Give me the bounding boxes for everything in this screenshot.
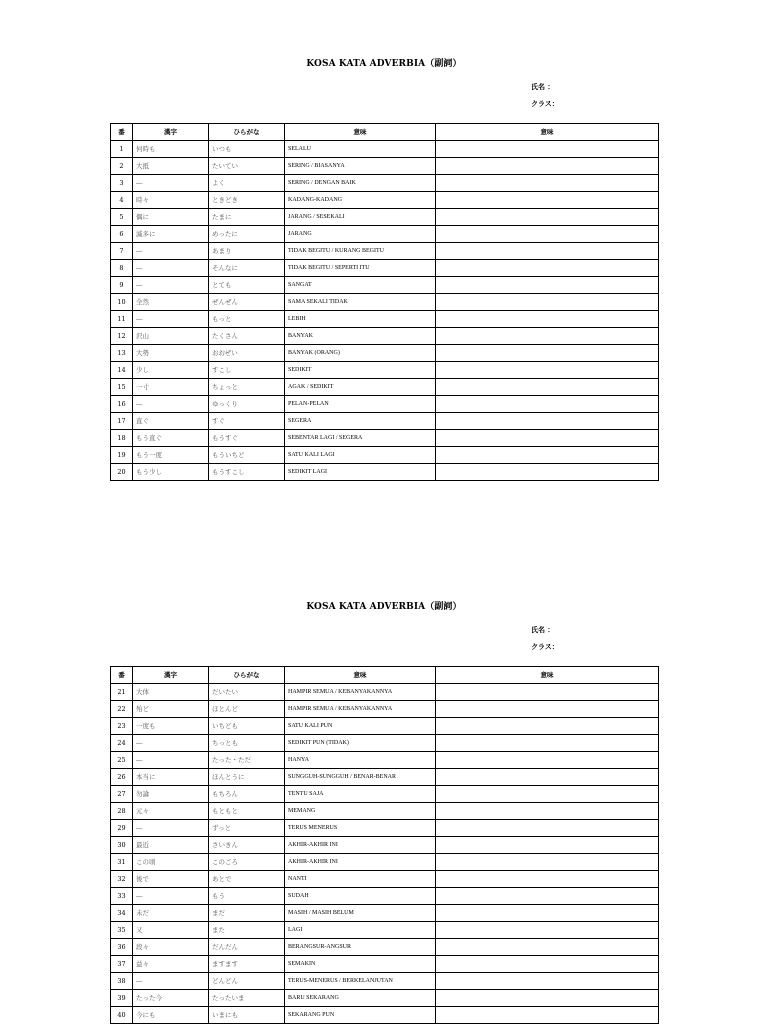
- row-number: 32: [111, 871, 133, 888]
- row-meaning: TIDAK BEGITU / KURANG BEGITU: [285, 243, 436, 260]
- table-row: [111, 141, 659, 158]
- row-number: 34: [111, 905, 133, 922]
- row-notes-blank: [436, 294, 659, 311]
- row-kanji: 元々: [133, 803, 209, 820]
- row-meaning: SERING / BIASANYA: [285, 158, 436, 175]
- table-row: [111, 990, 659, 1007]
- table-row: [111, 226, 659, 243]
- row-kanji: 直ぐ: [133, 413, 209, 430]
- row-number: 38: [111, 973, 133, 990]
- row-notes-blank: [436, 718, 659, 735]
- table-row: [111, 209, 659, 226]
- row-number: 6: [111, 226, 133, 243]
- row-meaning: SATU KALI LAGI: [285, 447, 436, 464]
- row-hiragana: もっと: [209, 311, 285, 328]
- table-row: [111, 379, 659, 396]
- row-meaning: AGAK / SEDIKIT: [285, 379, 436, 396]
- table-row: [111, 905, 659, 922]
- worksheet-title: KOSA KATA ADVERBIA（副詞）: [306, 602, 462, 612]
- table-row: [111, 396, 659, 413]
- row-kanji: 全然: [133, 294, 209, 311]
- row-hiragana: さいきん: [209, 837, 285, 854]
- row-meaning: SEDIKIT LAGI: [285, 464, 436, 481]
- row-notes-blank: [436, 430, 659, 447]
- row-meaning: AKHIR-AKHIR INI: [285, 837, 436, 854]
- row-meaning: KADANG-KADANG: [285, 192, 436, 209]
- row-kanji: ―: [133, 888, 209, 905]
- row-notes-blank: [436, 871, 659, 888]
- table-row: [111, 362, 659, 379]
- row-kanji: 益々: [133, 956, 209, 973]
- table-row: [111, 311, 659, 328]
- row-hiragana: たったいま: [209, 990, 285, 1007]
- row-number: 25: [111, 752, 133, 769]
- row-kanji: 大抵: [133, 158, 209, 175]
- row-notes-blank: [436, 956, 659, 973]
- row-notes-blank: [436, 396, 659, 413]
- row-kanji: ―: [133, 735, 209, 752]
- row-meaning: SAMA SEKALI TIDAK: [285, 294, 436, 311]
- table-row: [111, 260, 659, 277]
- row-meaning: BARU SEKARANG: [285, 990, 436, 1007]
- row-number: 8: [111, 260, 133, 277]
- table-row: [111, 684, 659, 701]
- row-number: 40: [111, 1007, 133, 1024]
- row-hiragana: もうすこし: [209, 464, 285, 481]
- row-notes-blank: [436, 701, 659, 718]
- row-notes-blank: [436, 973, 659, 990]
- row-number: 37: [111, 956, 133, 973]
- row-meaning: JARANG / SESEKALI: [285, 209, 436, 226]
- row-notes-blank: [436, 769, 659, 786]
- row-hiragana: たった・ただ: [209, 752, 285, 769]
- row-notes-blank: [436, 379, 659, 396]
- row-kanji: 勿論: [133, 786, 209, 803]
- row-notes-blank: [436, 905, 659, 922]
- row-kanji: ―: [133, 820, 209, 837]
- row-notes-blank: [436, 820, 659, 837]
- row-notes-blank: [436, 141, 659, 158]
- row-number: 35: [111, 922, 133, 939]
- row-hiragana: だんだん: [209, 939, 285, 956]
- row-kanji: 本当に: [133, 769, 209, 786]
- row-notes-blank: [436, 854, 659, 871]
- row-notes-blank: [436, 922, 659, 939]
- table-row: [111, 328, 659, 345]
- row-kanji: 時々: [133, 192, 209, 209]
- row-kanji: ―: [133, 973, 209, 990]
- row-notes-blank: [436, 464, 659, 481]
- row-meaning: JARANG: [285, 226, 436, 243]
- table-row: [111, 345, 659, 362]
- row-meaning: BANYAK: [285, 328, 436, 345]
- row-hiragana: また: [209, 922, 285, 939]
- row-hiragana: ずっと: [209, 820, 285, 837]
- table-row: [111, 769, 659, 786]
- row-hiragana: いちども: [209, 718, 285, 735]
- row-hiragana: おおぜい: [209, 345, 285, 362]
- row-hiragana: そんなに: [209, 260, 285, 277]
- row-number: 1: [111, 141, 133, 158]
- table-row: [111, 413, 659, 430]
- row-number: 30: [111, 837, 133, 854]
- row-hiragana: ゆっくり: [209, 396, 285, 413]
- row-notes-blank: [436, 684, 659, 701]
- table-header-row: [111, 124, 659, 141]
- row-hiragana: ちっとも: [209, 735, 285, 752]
- row-hiragana: どんどん: [209, 973, 285, 990]
- row-kanji: この頃: [133, 854, 209, 871]
- table-row: [111, 752, 659, 769]
- row-hiragana: あとで: [209, 871, 285, 888]
- row-number: 15: [111, 379, 133, 396]
- row-meaning: PELAN-PELAN: [285, 396, 436, 413]
- row-meaning: TERUS MENERUS: [285, 820, 436, 837]
- row-kanji: たった今: [133, 990, 209, 1007]
- row-meaning: TENTU SAJA: [285, 786, 436, 803]
- row-number: 29: [111, 820, 133, 837]
- table-row: [111, 735, 659, 752]
- row-number: 2: [111, 158, 133, 175]
- header-meaning: 意味: [285, 667, 436, 684]
- row-meaning: BERANGSUR-ANGSUR: [285, 939, 436, 956]
- header-kanji: 漢字: [133, 124, 209, 141]
- row-kanji: 段々: [133, 939, 209, 956]
- row-notes-blank: [436, 226, 659, 243]
- row-meaning: SATU KALI PUN: [285, 718, 436, 735]
- row-meaning: SEDIKIT PUN (TIDAK): [285, 735, 436, 752]
- row-number: 9: [111, 277, 133, 294]
- row-kanji: 滅多に: [133, 226, 209, 243]
- row-hiragana: もちろん: [209, 786, 285, 803]
- table-row: [111, 175, 659, 192]
- row-kanji: 又: [133, 922, 209, 939]
- row-number: 14: [111, 362, 133, 379]
- row-notes-blank: [436, 803, 659, 820]
- row-number: 28: [111, 803, 133, 820]
- row-hiragana: よく: [209, 175, 285, 192]
- row-meaning: SEMAKIN: [285, 956, 436, 973]
- row-hiragana: もともと: [209, 803, 285, 820]
- row-notes-blank: [436, 311, 659, 328]
- table-row: [111, 430, 659, 447]
- row-notes-blank: [436, 990, 659, 1007]
- table-row: [111, 192, 659, 209]
- row-number: 24: [111, 735, 133, 752]
- table-row: [111, 464, 659, 481]
- table-row: [111, 243, 659, 260]
- row-kanji: 少し: [133, 362, 209, 379]
- table-row: [111, 888, 659, 905]
- header-meaning: 意味: [285, 124, 436, 141]
- row-hiragana: だいたい: [209, 684, 285, 701]
- row-notes-blank: [436, 192, 659, 209]
- row-hiragana: めったに: [209, 226, 285, 243]
- table-row: [111, 447, 659, 464]
- row-notes-blank: [436, 1007, 659, 1024]
- row-kanji: もう直ぐ: [133, 430, 209, 447]
- row-notes-blank: [436, 260, 659, 277]
- table-row: [111, 277, 659, 294]
- row-number: 10: [111, 294, 133, 311]
- row-notes-blank: [436, 243, 659, 260]
- row-hiragana: たいてい: [209, 158, 285, 175]
- row-number: 39: [111, 990, 133, 1007]
- row-kanji: ―: [133, 243, 209, 260]
- row-meaning: AKHIR-AKHIR INI: [285, 854, 436, 871]
- header-kanji: 漢字: [133, 667, 209, 684]
- row-number: 17: [111, 413, 133, 430]
- row-notes-blank: [436, 447, 659, 464]
- row-number: 20: [111, 464, 133, 481]
- row-hiragana: たくさん: [209, 328, 285, 345]
- row-hiragana: ちょっと: [209, 379, 285, 396]
- header-hiragana: ひらがな: [209, 667, 285, 684]
- row-meaning: BANYAK (ORANG): [285, 345, 436, 362]
- row-hiragana: もうすぐ: [209, 430, 285, 447]
- row-hiragana: ぜんぜん: [209, 294, 285, 311]
- row-kanji: ―: [133, 752, 209, 769]
- table-header-row: [111, 667, 659, 684]
- row-number: 3: [111, 175, 133, 192]
- row-kanji: もう一度: [133, 447, 209, 464]
- row-notes-blank: [436, 752, 659, 769]
- table-row: [111, 939, 659, 956]
- vocabulary-table: [110, 666, 659, 1024]
- row-notes-blank: [436, 939, 659, 956]
- row-meaning: MEMANG: [285, 803, 436, 820]
- row-meaning: HANYA: [285, 752, 436, 769]
- table-row: [111, 158, 659, 175]
- row-meaning: SELALU: [285, 141, 436, 158]
- header-meaning-blank: 意味: [436, 124, 659, 141]
- row-meaning: HAMPIR SEMUA / KEBANYAKANNYA: [285, 701, 436, 718]
- row-kanji: ―: [133, 175, 209, 192]
- table-row: [111, 922, 659, 939]
- row-kanji: ―: [133, 311, 209, 328]
- name-field-label: 氏名 ：: [531, 82, 555, 91]
- table-row: [111, 956, 659, 973]
- row-number: 31: [111, 854, 133, 871]
- row-notes-blank: [436, 362, 659, 379]
- table-row: [111, 837, 659, 854]
- row-number: 16: [111, 396, 133, 413]
- row-kanji: 何時も: [133, 141, 209, 158]
- row-kanji: 殆ど: [133, 701, 209, 718]
- row-hiragana: ときどき: [209, 192, 285, 209]
- row-notes-blank: [436, 158, 659, 175]
- row-meaning: SEBENTAR LAGI / SEGERA: [285, 430, 436, 447]
- row-hiragana: すこし: [209, 362, 285, 379]
- row-hiragana: あまり: [209, 243, 285, 260]
- row-notes-blank: [436, 345, 659, 362]
- row-kanji: ―: [133, 260, 209, 277]
- row-meaning: SERING / DENGAN BAIK: [285, 175, 436, 192]
- class-field-label: クラス：: [531, 642, 559, 651]
- row-notes-blank: [436, 735, 659, 752]
- row-notes-blank: [436, 175, 659, 192]
- row-meaning: TERUS-MENERUS / BERKELANJUTAN: [285, 973, 436, 990]
- row-number: 19: [111, 447, 133, 464]
- table-row: [111, 854, 659, 871]
- row-meaning: SUNGGUH-SUNGGUH / BENAR-BENAR: [285, 769, 436, 786]
- row-notes-blank: [436, 888, 659, 905]
- row-notes-blank: [436, 413, 659, 430]
- row-number: 22: [111, 701, 133, 718]
- row-notes-blank: [436, 209, 659, 226]
- row-kanji: 偶に: [133, 209, 209, 226]
- table-row: [111, 701, 659, 718]
- row-kanji: 一度も: [133, 718, 209, 735]
- row-meaning: TIDAK BEGITU / SEPERTI ITU: [285, 260, 436, 277]
- row-meaning: MASIH / MASIH BELUM: [285, 905, 436, 922]
- row-number: 18: [111, 430, 133, 447]
- row-number: 12: [111, 328, 133, 345]
- row-hiragana: このごろ: [209, 854, 285, 871]
- row-meaning: NANTI: [285, 871, 436, 888]
- row-meaning: SANGAT: [285, 277, 436, 294]
- row-meaning: SUDAH: [285, 888, 436, 905]
- row-hiragana: たまに: [209, 209, 285, 226]
- row-hiragana: もう: [209, 888, 285, 905]
- row-meaning: LAGI: [285, 922, 436, 939]
- row-number: 13: [111, 345, 133, 362]
- row-hiragana: ますます: [209, 956, 285, 973]
- table-row: [111, 820, 659, 837]
- row-number: 36: [111, 939, 133, 956]
- header-meaning-blank: 意味: [436, 667, 659, 684]
- row-notes-blank: [436, 277, 659, 294]
- row-number: 5: [111, 209, 133, 226]
- row-number: 7: [111, 243, 133, 260]
- row-hiragana: まだ: [209, 905, 285, 922]
- row-number: 23: [111, 718, 133, 735]
- name-field-label: 氏名 ：: [531, 625, 555, 634]
- row-hiragana: すぐ: [209, 413, 285, 430]
- row-number: 4: [111, 192, 133, 209]
- row-kanji: 未だ: [133, 905, 209, 922]
- row-kanji: 大勢: [133, 345, 209, 362]
- table-row: [111, 973, 659, 990]
- table-row: [111, 294, 659, 311]
- table-row: [111, 803, 659, 820]
- row-kanji: ―: [133, 396, 209, 413]
- row-number: 33: [111, 888, 133, 905]
- table-row: [111, 871, 659, 888]
- row-number: 27: [111, 786, 133, 803]
- row-meaning: SEKARANG PUN: [285, 1007, 436, 1024]
- row-notes-blank: [436, 786, 659, 803]
- row-kanji: もう少し: [133, 464, 209, 481]
- row-hiragana: ほんとうに: [209, 769, 285, 786]
- table-row: [111, 1007, 659, 1024]
- row-hiragana: ほとんど: [209, 701, 285, 718]
- row-number: 11: [111, 311, 133, 328]
- worksheet-title: KOSA KATA ADVERBIA（副詞）: [306, 59, 462, 69]
- row-meaning: HAMPIR SEMUA / KEBANYAKANNYA: [285, 684, 436, 701]
- row-meaning: SEGERA: [285, 413, 436, 430]
- row-meaning: SEDIKIT: [285, 362, 436, 379]
- row-hiragana: いまにも: [209, 1007, 285, 1024]
- row-kanji: 大体: [133, 684, 209, 701]
- row-kanji: 沢山: [133, 328, 209, 345]
- row-number: 26: [111, 769, 133, 786]
- row-kanji: 一寸: [133, 379, 209, 396]
- table-row: [111, 718, 659, 735]
- row-kanji: 後で: [133, 871, 209, 888]
- vocabulary-table: [110, 123, 659, 481]
- row-hiragana: もういちど: [209, 447, 285, 464]
- row-kanji: 今にも: [133, 1007, 209, 1024]
- header-number: 番: [111, 667, 133, 684]
- header-number: 番: [111, 124, 133, 141]
- row-meaning: LEBIH: [285, 311, 436, 328]
- row-hiragana: とても: [209, 277, 285, 294]
- row-number: 21: [111, 684, 133, 701]
- class-field-label: クラス：: [531, 99, 559, 108]
- table-row: [111, 786, 659, 803]
- row-notes-blank: [436, 328, 659, 345]
- header-hiragana: ひらがな: [209, 124, 285, 141]
- row-kanji: 最近: [133, 837, 209, 854]
- row-kanji: ―: [133, 277, 209, 294]
- row-notes-blank: [436, 837, 659, 854]
- row-hiragana: いつも: [209, 141, 285, 158]
